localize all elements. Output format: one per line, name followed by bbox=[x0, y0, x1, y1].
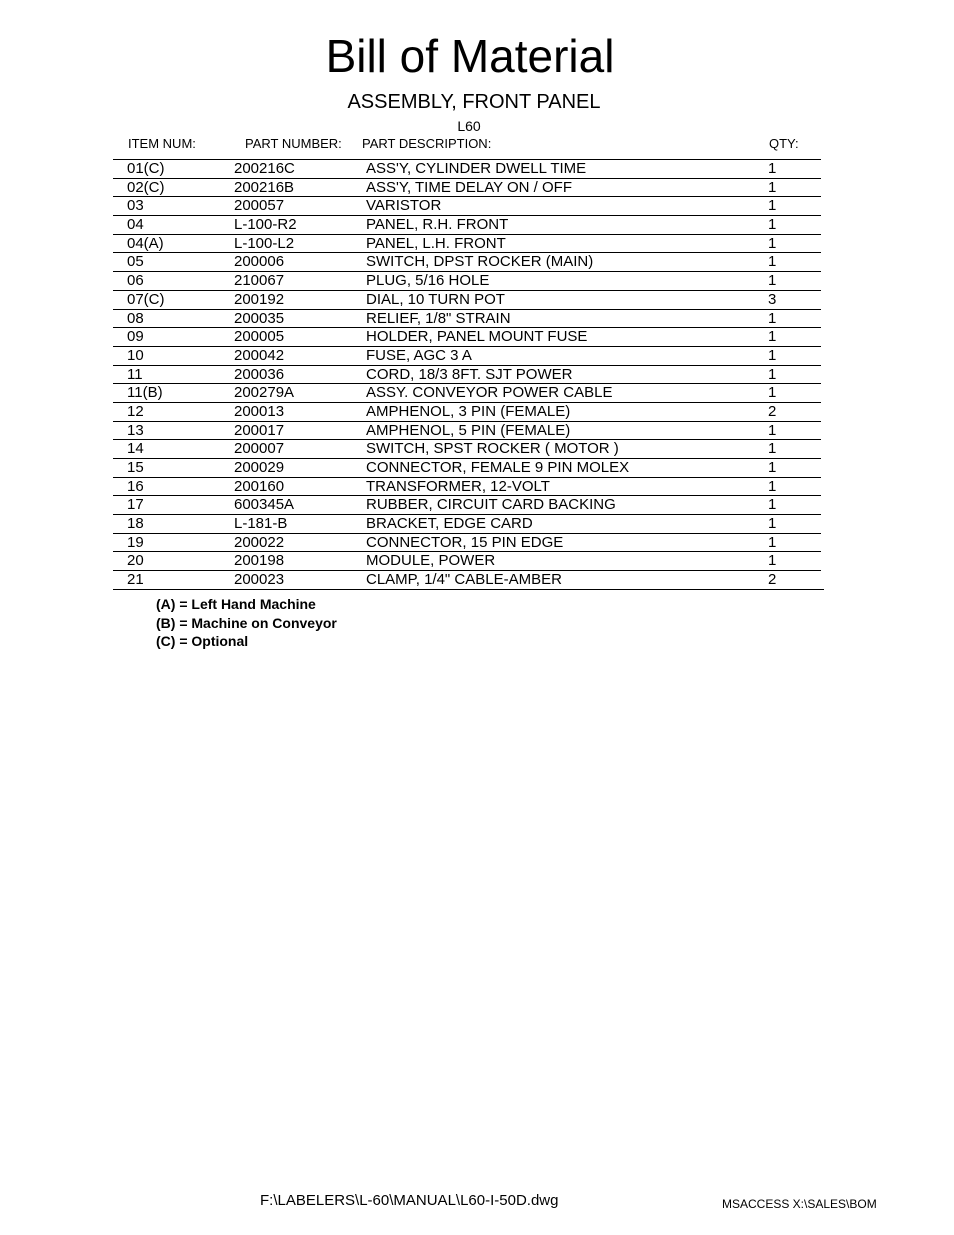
table-row bbox=[113, 384, 821, 403]
table-row bbox=[113, 179, 821, 198]
footer-file-path: F:\LABELERS\L-60\MANUAL\L60-I-50D.dwg bbox=[260, 1192, 559, 1209]
column-header-part-number: PART NUMBER: bbox=[245, 136, 342, 151]
part-description-cell: PANEL, R.H. FRONT bbox=[366, 216, 509, 234]
part-number-cell: L-100-R2 bbox=[234, 216, 297, 234]
table-row bbox=[113, 440, 821, 459]
part-number-cell: 200216B bbox=[234, 178, 295, 196]
part-description-cell: CONNECTOR, FEMALE 9 PIN MOLEX bbox=[366, 459, 630, 476]
part-number-cell: L-181-B bbox=[234, 515, 288, 533]
table-row bbox=[113, 347, 821, 366]
part-number-cell: 200006 bbox=[234, 253, 285, 271]
qty-cell: 1 bbox=[768, 160, 777, 177]
part-description-cell: TRANSFORMER, 12-VOLT bbox=[366, 477, 550, 495]
item-num-cell: 11(B) bbox=[127, 384, 163, 402]
table-row bbox=[113, 422, 821, 441]
part-number-cell: 200013 bbox=[234, 402, 285, 420]
part-description-cell: ASS'Y, CYLINDER DWELL TIME bbox=[366, 160, 587, 177]
item-num-cell: 08 bbox=[127, 309, 144, 327]
legend-note-c: (C) = Optional bbox=[156, 633, 249, 649]
footer-source-ref: MSACCESS X:\SALES\BOM bbox=[722, 1197, 877, 1211]
item-num-cell: 04(A) bbox=[127, 234, 164, 252]
part-number-cell: 200035 bbox=[234, 309, 285, 327]
part-number-cell: 200029 bbox=[234, 459, 285, 476]
part-number-cell: 200036 bbox=[234, 365, 285, 383]
part-description-cell: RUBBER, CIRCUIT CARD BACKING bbox=[366, 496, 616, 514]
part-number-cell: L-100-L2 bbox=[234, 234, 295, 252]
table-row bbox=[113, 459, 821, 478]
item-num-cell: 05 bbox=[127, 253, 144, 271]
part-description-cell: BRACKET, EDGE CARD bbox=[366, 515, 533, 533]
item-num-cell: 03 bbox=[127, 197, 144, 215]
column-header-qty: QTY: bbox=[769, 136, 799, 151]
qty-cell: 1 bbox=[768, 272, 777, 290]
part-number-cell: 200005 bbox=[234, 328, 285, 346]
item-num-cell: 02(C) bbox=[127, 178, 165, 196]
assembly-subtitle: ASSEMBLY, FRONT PANEL bbox=[347, 91, 601, 113]
part-description-cell: SWITCH, DPST ROCKER (MAIN) bbox=[366, 253, 594, 271]
item-num-cell: 20 bbox=[127, 552, 144, 570]
column-header-item-num: ITEM NUM: bbox=[128, 136, 196, 151]
part-number-cell: 210067 bbox=[234, 272, 285, 290]
part-number-cell: 200022 bbox=[234, 533, 285, 551]
table-row bbox=[113, 515, 821, 534]
qty-cell: 2 bbox=[768, 571, 777, 589]
item-num-cell: 13 bbox=[127, 421, 144, 439]
item-num-cell: 06 bbox=[127, 272, 144, 290]
qty-cell: 1 bbox=[768, 328, 777, 346]
qty-cell: 3 bbox=[768, 290, 777, 308]
part-description-cell: VARISTOR bbox=[366, 197, 442, 215]
legend-note-a: (A) = Left Hand Machine bbox=[156, 596, 316, 612]
part-description-cell: RELIEF, 1/8" STRAIN bbox=[366, 309, 511, 327]
qty-cell: 1 bbox=[768, 178, 777, 196]
qty-cell: 1 bbox=[768, 384, 777, 402]
column-header-part-description: PART DESCRIPTION: bbox=[362, 136, 492, 151]
qty-cell: 1 bbox=[768, 365, 777, 383]
legend-note-b: (B) = Machine on Conveyor bbox=[156, 614, 337, 631]
item-num-cell: 11 bbox=[127, 365, 143, 383]
part-number-cell: 200057 bbox=[234, 197, 285, 215]
qty-cell: 1 bbox=[768, 309, 777, 327]
table-row bbox=[113, 328, 821, 347]
part-description-cell: ASSY. CONVEYOR POWER CABLE bbox=[366, 384, 613, 402]
part-number-cell: 200017 bbox=[234, 421, 285, 439]
qty-cell: 1 bbox=[768, 197, 777, 215]
part-description-cell: CONNECTOR, 15 PIN EDGE bbox=[366, 533, 564, 551]
part-description-cell: SWITCH, SPST ROCKER ( MOTOR ) bbox=[366, 440, 619, 458]
table-row bbox=[113, 197, 821, 216]
part-number-cell: 200198 bbox=[234, 552, 285, 570]
table-row bbox=[113, 478, 821, 497]
part-description-cell: PLUG, 5/16 HOLE bbox=[366, 272, 490, 290]
qty-cell: 1 bbox=[768, 421, 777, 439]
part-number-cell: 200007 bbox=[234, 440, 285, 458]
table-row bbox=[113, 552, 821, 571]
table-row bbox=[113, 496, 821, 515]
qty-cell: 1 bbox=[768, 216, 777, 234]
table-row bbox=[113, 272, 821, 291]
part-description-cell: DIAL, 10 TURN POT bbox=[366, 290, 505, 308]
table-row bbox=[113, 235, 821, 254]
qty-cell: 1 bbox=[768, 253, 777, 271]
table-row bbox=[113, 291, 821, 310]
part-number-cell: 200023 bbox=[234, 571, 285, 589]
item-num-cell: 17 bbox=[127, 496, 144, 514]
bom-table bbox=[113, 159, 821, 590]
item-num-cell: 04 bbox=[127, 216, 144, 234]
qty-cell: 1 bbox=[768, 533, 777, 551]
part-description-cell: MODULE, POWER bbox=[366, 552, 496, 570]
table-row bbox=[113, 216, 821, 235]
part-description-cell: HOLDER, PANEL MOUNT FUSE bbox=[366, 328, 588, 346]
item-num-cell: 14 bbox=[127, 440, 144, 458]
item-num-cell: 21 bbox=[127, 571, 144, 589]
item-num-cell: 01(C) bbox=[127, 160, 165, 177]
qty-cell: 2 bbox=[768, 402, 777, 420]
page-title: Bill of Material bbox=[325, 30, 615, 82]
part-description-cell: CORD, 18/3 8FT. SJT POWER bbox=[366, 365, 573, 383]
model-label: L60 bbox=[457, 118, 481, 134]
item-num-cell: 10 bbox=[127, 346, 144, 364]
qty-cell: 1 bbox=[768, 477, 777, 495]
table-row bbox=[113, 403, 821, 422]
item-num-cell: 12 bbox=[127, 402, 144, 420]
table-row bbox=[113, 310, 821, 329]
item-num-cell: 07(C) bbox=[127, 290, 165, 308]
qty-cell: 1 bbox=[768, 552, 777, 570]
item-num-cell: 15 bbox=[127, 459, 144, 476]
legend-notes bbox=[156, 595, 337, 651]
table-row bbox=[113, 534, 821, 553]
table-row bbox=[113, 253, 821, 272]
part-description-cell: PANEL, L.H. FRONT bbox=[366, 234, 506, 252]
part-number-cell: 200192 bbox=[234, 290, 285, 308]
part-description-cell: AMPHENOL, 5 PIN (FEMALE) bbox=[366, 421, 571, 439]
qty-cell: 1 bbox=[768, 234, 777, 252]
part-description-cell: ASS'Y, TIME DELAY ON / OFF bbox=[366, 178, 572, 196]
table-row bbox=[113, 160, 821, 179]
part-number-cell: 200160 bbox=[234, 477, 285, 495]
qty-cell: 1 bbox=[768, 496, 777, 514]
qty-cell: 1 bbox=[768, 459, 777, 476]
item-num-cell: 16 bbox=[127, 477, 144, 495]
qty-cell: 1 bbox=[768, 346, 777, 364]
part-number-cell: 200216C bbox=[234, 160, 295, 177]
part-number-cell: 200279A bbox=[234, 384, 295, 402]
part-number-cell: 200042 bbox=[234, 346, 285, 364]
table-row bbox=[113, 366, 821, 385]
qty-cell: 1 bbox=[768, 440, 777, 458]
item-num-cell: 19 bbox=[127, 533, 144, 551]
item-num-cell: 09 bbox=[127, 328, 144, 346]
part-description-cell: FUSE, AGC 3 A bbox=[366, 346, 472, 364]
part-description-cell: AMPHENOL, 3 PIN (FEMALE) bbox=[366, 402, 571, 420]
part-number-cell: 600345A bbox=[234, 496, 295, 514]
table-row bbox=[113, 571, 824, 590]
part-description-cell: CLAMP, 1/4" CABLE-AMBER bbox=[366, 571, 562, 589]
qty-cell: 1 bbox=[768, 515, 777, 533]
item-num-cell: 18 bbox=[127, 515, 144, 533]
